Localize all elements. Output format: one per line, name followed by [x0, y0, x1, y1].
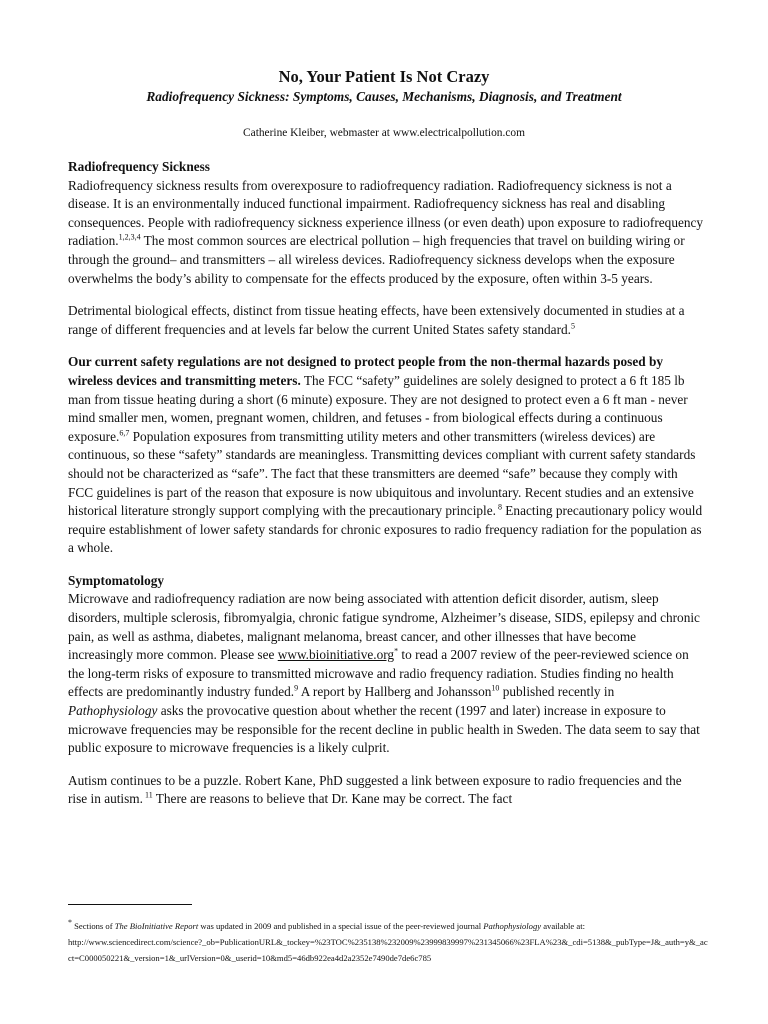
citation-9: 9	[294, 684, 299, 694]
citation-8: 8	[495, 502, 502, 512]
citation-11: 11	[142, 790, 153, 800]
page-subtitle: Radiofrequency Sickness: Symptoms, Causes, Mechanisms, Diagnosis, and Treatment	[146, 89, 622, 104]
paragraph-autism: Autism continues to be a puzzle. Robert Kane, PhD suggested a link between exposure to radio frequencies and the rise in autism. $^{11}$ There are reasons to believe that Dr. Kane may be correct. The fact	[68, 772, 682, 807]
bioinitiative-link[interactable]: www.bioinitiative.org	[277, 647, 395, 663]
citation-1-4: 1,2,3,4	[118, 232, 141, 242]
paragraph-biological-effects: Detrimental biological effects, distinct from tissue heating effects, have been extensively documented in studies at a range of different frequencies and at levels far below the current United States safety standard.$^5$	[68, 303, 685, 337]
citation-6-7: 6,7	[119, 428, 130, 438]
bold-statement: Our current safety regulations are not designed to protect people from the non-thermal hazards posed by wireless devices and transmitting meters.	[68, 354, 664, 388]
footnote-url[interactable]: http://www.sciencedirect.com/science?_ob=PublicationURL&_tockey=%23TOC%235138%232009%23999839997%231345066%23FLA%23&_cdi=5138&_pubType=J&_auth=y&_acct=C000050221&_version=1&_urlVersion=0&_userid=10&md5=46db922ea4d2a2352e7490de7de6c785	[68, 937, 708, 963]
footnote-divider	[68, 904, 192, 905]
footnote-journal-name: Pathophysiology	[483, 921, 542, 931]
section-heading-rf-sickness: Radiofrequency Sickness	[68, 159, 210, 174]
paragraph-rf-definition: Radiofrequency sickness results from overexposure to radiofrequency radiation. Radiofrequency sickness is not a disease. It is an environmentally induced functional impairment. Radiofrequency sickness has real and disabling consequences. People with radiofrequency sickness experience illness (or even death) upon exposure to radiofrequency radiation.$^{1,2,3,4}$ The most common sources are electrical pollution – high frequencies that travel on building wiring or through the ground– and transmitters – all wireless devices. Radiofrequency sickness develops when the exposure overwhelms the body’s ability to compensate for the effects produced by the exposure, often within 3-5 years.	[68, 177, 704, 286]
footnote-star-ref: *	[394, 646, 399, 656]
citation-10: 10	[491, 684, 500, 694]
footnote-marker: *	[68, 918, 72, 928]
author-byline: Catherine Kleiber, webmaster at www.electricalpollution.com	[243, 127, 525, 139]
paragraph-safety-regulations: Our current safety regulations are not designed to protect people from the non-thermal hazards posed by wireless devices and transmitting meters. The FCC “safety” guidelines are solely designed to protect a 6 ft 185 lb man from tissue heating during a short (6 minute) exposure. They are not designed to protect even a 6 ft man - never mind smaller men, women, pregnant women, children, and fetuses - from biological effects during a continuous exposure.$^{6,7}$ Population exposures from transmitting utility meters and other transmitters (wireless devices) are continuous, so these “safety” standards are meaningless. Transmitting devices compliant with current safety standards should not be characterized as “safe”. The fact that these transmitters are deemed “safe” because they comply with FCC guidelines is part of the reason that exposure is now ubiquitous and involuntary. Recent studies and an extensive historical literature strongly support complying with the precautionary principle. $^8$ Enacting precautionary policy would require establishment of lower safety standards for chronic exposures to radio frequency radiation for the population as a whole.	[68, 354, 703, 556]
document-body	[68, 158, 704, 823]
footnote: * Sections of The BioInitiative Report was updated in 2009 and published in a special issue of the peer-reviewed journal Pathophysiology available at: http://www.sciencedirect.com/science?_ob=PublicationURL&_tockey=%23TOC%235138%232009%23999839997%231345066%23FLA%23&_cdi=5138&_pubType=J&_auth=y&_acct=C000050221&_version=1&_urlVersion=0&_userid=10&md5=46db922ea4d2a2352e7490de7de6c785	[68, 918, 708, 963]
page-title: No, Your Patient Is Not Crazy	[278, 67, 490, 86]
paragraph-associated-illnesses: Microwave and radiofrequency radiation are now being associated with attention deficit disorder, autism, sleep disorders, multiple sclerosis, fibromyalgia, chronic fatigue syndrome, Alzheimer’s disease, SIDS, epilepsy and chronic pain, as well as asthma, diabetes, malignant melanoma, breast cancer, and other illnesses that have become increasingly more common. Please see www.bioinitiative.org* to read a 2007 review of the peer-reviewed science on the long-term risks of exposure to transmitted microwave and radio frequency radiation. Studies finding no health effects are predominantly industry funded.$^9$ A report by Hallberg and Johansson$^{10}$ published recently in Pathophysiology asks the provocative question about whether the recent (1997 and later) increase in exposure to microwave frequencies may be responsible for the recent decline in public health in Sweden. The data seem to say that public exposure to microwave frequencies is a likely culprit.	[68, 591, 700, 756]
section-heading-symptomatology: Symptomatology	[68, 572, 165, 588]
journal-name: Pathophysiology	[68, 703, 158, 719]
footnote-report-title: The BioInitiative Report	[114, 921, 199, 931]
citation-5: 5	[570, 321, 575, 331]
